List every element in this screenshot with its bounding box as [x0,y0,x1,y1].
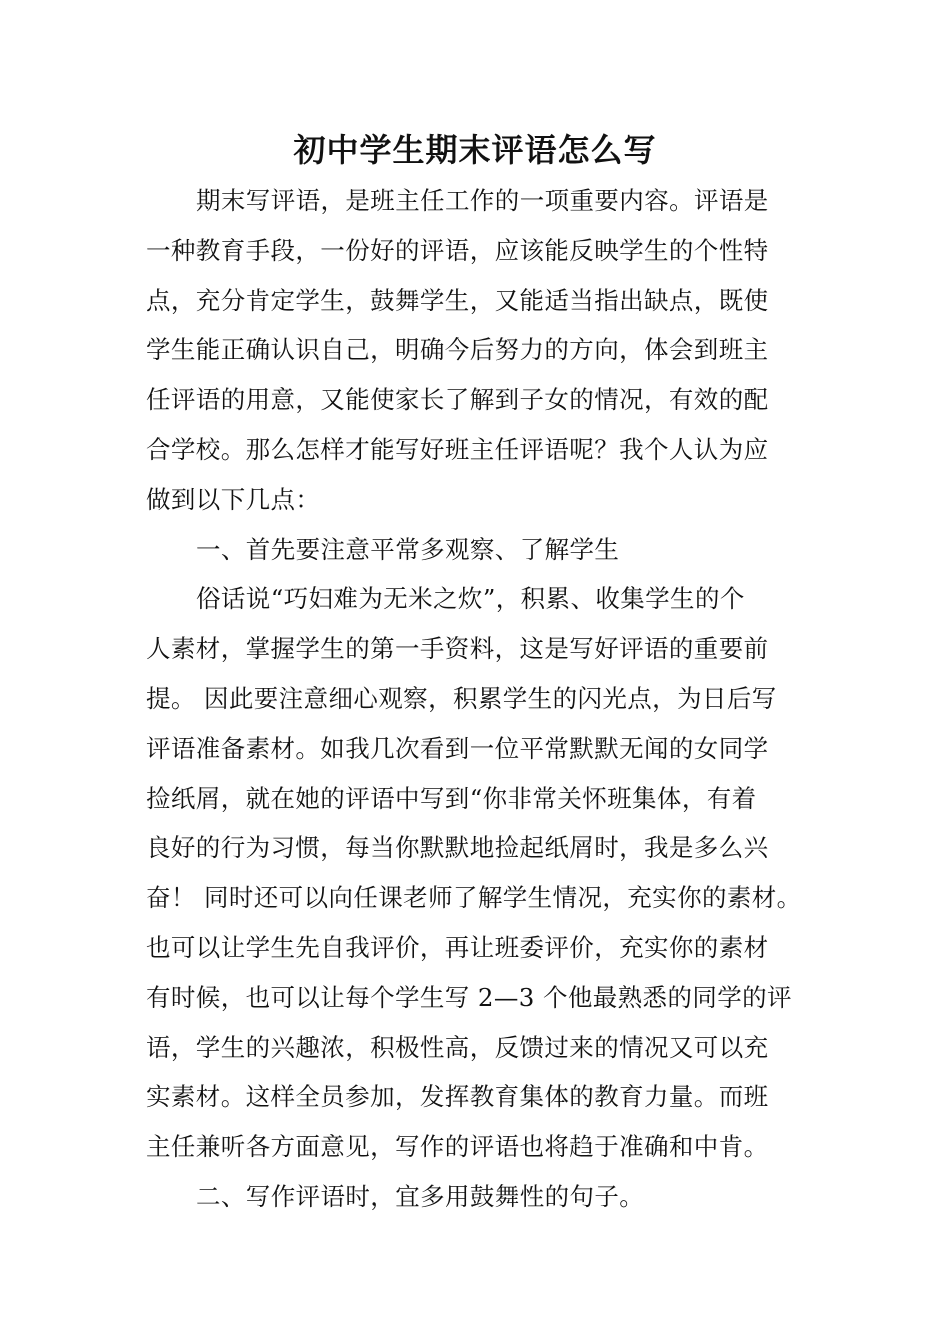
document-body [146,176,806,1222]
document-title: 初中学生期末评语怎么写 [293,131,657,169]
text-line: 奋！ 同时还可以向任课老师了解学生情况，充实你的素材。 [146,883,802,913]
text-line: 主任兼听各方面意见，写作的评语也将趋于准确和中肯。 [146,1132,769,1162]
text-line: 良好的行为习惯，每当你默默地捡起纸屑时，我是多么兴 [146,833,769,863]
text-line: 提。 因此要注意细心观察，积累学生的闪光点，为日后写 [146,683,777,713]
text-line: 实素材。这样全员参加，发挥教育集体的教育力量。而班 [146,1082,769,1112]
text-line: 任评语的用意，又能使家长了解到子女的情况，有效的配 [146,385,769,415]
text-line: 俗话说“巧妇难为无米之炊”，积累、收集学生的个 [196,584,745,614]
text-line: 一、首先要注意平常多观察、了解学生 [196,534,620,564]
text-line: 期末写评语，是班主任工作的一项重要内容。评语是 [196,186,769,215]
text-line: 捡纸屑，就在她的评语中写到“你非常关怀班集体，有着 [146,783,757,813]
text-line: 点，充分肯定学生，鼓舞学生，又能适当指出缺点，既使 [146,285,769,315]
text-line: 评语准备素材。如我几次看到一位平常默默无闻的女同学 [146,733,769,763]
text-line: 学生能正确认识自己，明确今后努力的方向，体会到班主 [146,335,769,365]
text-line: 合学校。那么怎样才能写好班主任评语呢？我个人认为应 [146,434,769,464]
text-line: 有时候，也可以让每个学生写 2—3 个他最熟悉的同学的评 [146,982,792,1012]
text-line: 也可以让学生先自我评价，再让班委评价，充实你的素材 [146,932,769,962]
text-line: 二、写作评语时，宜多用鼓舞性的句子。 [196,1181,645,1211]
text-line: 做到以下几点： [146,484,321,514]
text-line: 一种教育手段，一份好的评语，应该能反映学生的个性特 [146,235,769,265]
text-line: 人素材，掌握学生的第一手资料，这是写好评语的重要前 [146,634,769,664]
text-line: 语，学生的兴趣浓，积极性高，反馈过来的情况又可以充 [146,1032,769,1062]
